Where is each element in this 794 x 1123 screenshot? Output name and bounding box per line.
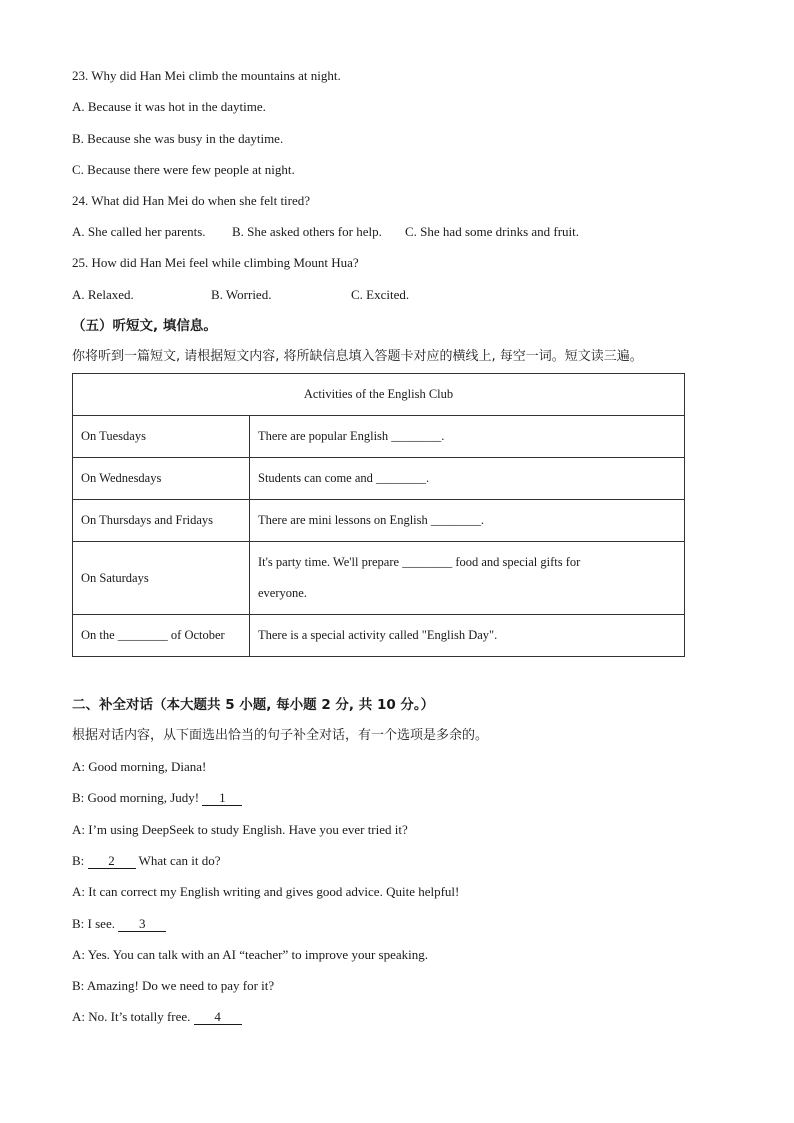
dialogue-line: A: I’m using DeepSeek to study English. Have you ever tried it?	[72, 822, 408, 837]
question-23-option-b: B. Because she was busy in the daytime.	[72, 131, 284, 146]
dialogue-line	[72, 853, 221, 869]
table-cell-activity: There are popular English ________.	[250, 416, 685, 458]
activities-table	[72, 373, 685, 657]
dialogue-text: What can it do?	[135, 853, 221, 868]
dialogue-line	[72, 916, 166, 932]
question-25-stem: 25. How did Han Mei feel while climbing Mount Hua?	[72, 255, 359, 270]
section-5-instruction: 你将听到一篇短文, 请根据短文内容, 将所缺信息填入答题卡对应的横线上, 每空一词。短文读三遍。	[72, 349, 643, 364]
dialogue-line: A: Good morning, Diana!	[72, 759, 207, 774]
table-title: Activities of the English Club	[73, 374, 685, 416]
question-23-stem: 23. Why did Han Mei climb the mountains at night.	[72, 68, 341, 83]
dialogue-line	[72, 790, 242, 806]
section-5-heading: （五）听短文, 填信息。	[72, 318, 217, 334]
table-row	[73, 458, 685, 500]
answer-blank-3: 3	[118, 917, 166, 932]
table-row	[73, 500, 685, 542]
table-row	[73, 542, 685, 615]
answer-blank-1: 1	[202, 791, 242, 806]
question-25-option-a: A. Relaxed.	[72, 287, 134, 302]
table-cell-day: On the ________ of October	[73, 615, 250, 657]
table-cell-activity: There is a special activity called "English Day".	[250, 615, 685, 657]
answer-blank-4: 4	[194, 1010, 242, 1025]
table-cell-day: On Tuesdays	[73, 416, 250, 458]
table-cell-day: On Wednesdays	[73, 458, 250, 500]
dialogue-line: A: Yes. You can talk with an AI “teacher” to improve your speaking.	[72, 947, 428, 962]
question-24-option-c: C. She had some drinks and fruit.	[405, 224, 580, 239]
question-24-option-a: A. She called her parents.	[72, 224, 206, 239]
table-cell-activity: There are mini lessons on English ________.	[250, 500, 685, 542]
dialogue-text: B: Good morning, Judy!	[72, 790, 203, 805]
answer-blank-2: 2	[88, 854, 136, 869]
table-cell-day: On Thursdays and Fridays	[73, 500, 250, 542]
part-2-instruction: 根据对话内容，从下面选出恰当的句子补全对话，有一个选项是多余的。	[72, 728, 489, 743]
question-25-option-c: C. Excited.	[351, 287, 410, 302]
table-row	[73, 416, 685, 458]
dialogue-line: A: It can correct my English writing and gives good advice. Quite helpful!	[72, 884, 460, 899]
question-24-option-b: B. She asked others for help.	[232, 224, 382, 239]
question-23-option-a: A. Because it was hot in the daytime.	[72, 99, 266, 114]
dialogue-text: A: No. It’s totally free.	[72, 1009, 194, 1024]
dialogue-text: B: I see.	[72, 916, 119, 931]
dialogue-line: B: Amazing! Do we need to pay for it?	[72, 978, 275, 993]
dialogue-text: B:	[72, 853, 88, 868]
question-24-stem: 24. What did Han Mei do when she felt tired?	[72, 193, 311, 208]
dialogue-line	[72, 1009, 242, 1025]
table-cell-activity-line: It's party time. We'll prepare ________ food and special gifts for	[258, 555, 581, 569]
table-cell-activity	[250, 542, 685, 615]
table-cell-day: On Saturdays	[73, 542, 250, 615]
part-2-heading: 二、补全对话（本大题共 5 小题, 每小题 2 分, 共 10 分。）	[72, 697, 435, 713]
table-row	[73, 615, 685, 657]
table-cell-activity: Students can come and ________.	[250, 458, 685, 500]
question-23-option-c: C. Because there were few people at night.	[72, 162, 295, 177]
table-cell-activity-line: everyone.	[258, 586, 307, 600]
question-25-option-b: B. Worried.	[211, 287, 272, 302]
